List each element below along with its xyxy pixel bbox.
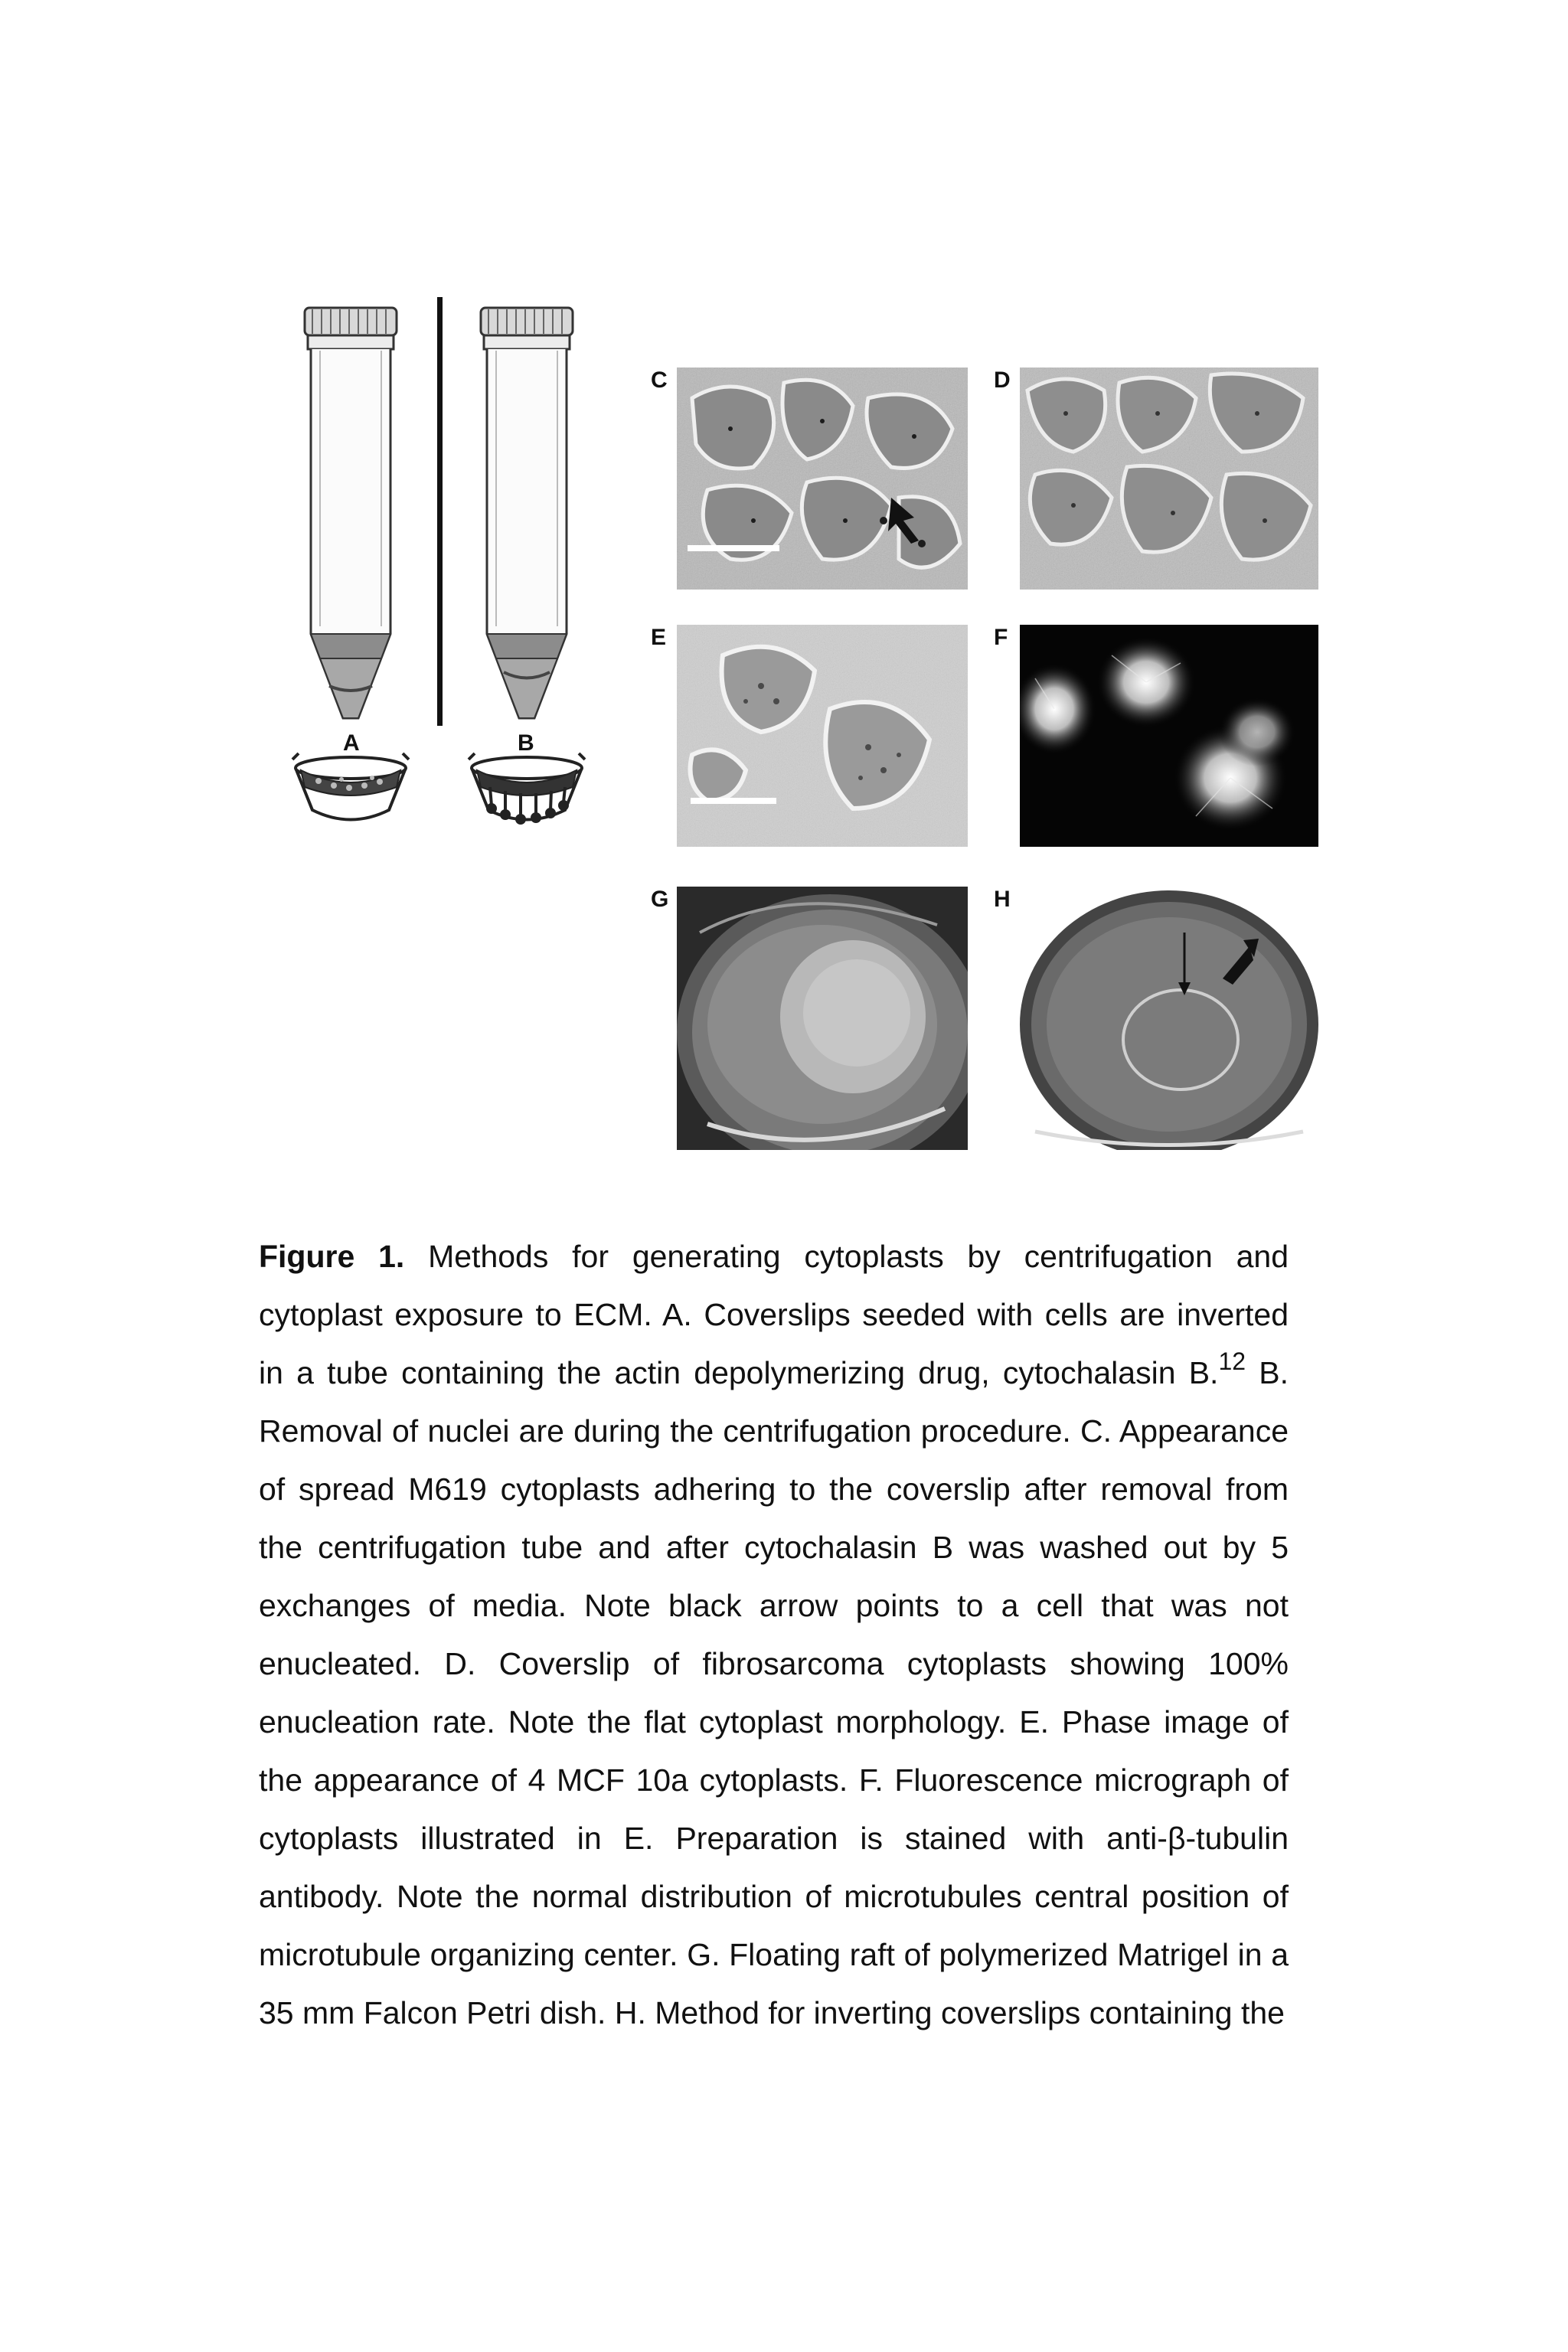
inset-b bbox=[469, 753, 585, 823]
panel-label-b: B bbox=[518, 730, 534, 756]
tube-a bbox=[305, 308, 397, 718]
inset-a bbox=[292, 753, 409, 820]
micrograph-c bbox=[677, 368, 968, 590]
figure-1 bbox=[259, 289, 1297, 1153]
panel-label-g: G bbox=[651, 887, 669, 912]
micrograph-d bbox=[1020, 368, 1318, 590]
divider-line bbox=[437, 297, 443, 726]
tube-drawing bbox=[259, 289, 619, 1153]
figure-caption bbox=[259, 1227, 1289, 2042]
centrifuge-tubes-illustration bbox=[259, 289, 619, 1153]
caption-text-1: Methods for generating cytoplasts by centrifugation and cytoplast exposure to ECM. A. Coverslips seeded with cells are inverted in a tube containing the actin depolymerizing drug, cytochalasin B. bbox=[259, 1239, 1289, 1390]
panel-label-d: D bbox=[994, 368, 1011, 393]
panel-label-e: E bbox=[651, 625, 667, 650]
panel-label-h: H bbox=[994, 887, 1011, 912]
micrograph-f bbox=[1020, 625, 1318, 847]
figure-label: Figure 1. bbox=[259, 1239, 405, 1274]
photo-h-petri-dish bbox=[1020, 887, 1318, 1150]
tube-b bbox=[481, 308, 573, 718]
citation-superscript: 12 bbox=[1218, 1348, 1246, 1375]
caption-text-2: B. Removal of nuclei are during the centrifugation procedure. C. Appearance of spread M619 cytoplasts adhering to the coverslip after removal from the centrifugation tube and after cytochalasin B was washed out by 5 exchanges of media. Note black arrow points to a cell that was not enucleated. D. Coverslip of fibrosarcoma cytoplasts showing 100% enucleation rate. Note the flat cytoplast morphology. E. Phase image of the appearance of 4 MCF 10a cytoplasts. F. Fluorescence micrograph of cytoplasts illustrated in E. Preparation is stained with anti-β-tubulin antibody. Note the normal distribution of microtubules central position of microtubule organizing center. G. Floating raft of polymerized Matrigel in a 35 mm Falcon Petri dish. H. Method for inverting coverslips containing the bbox=[259, 1355, 1289, 2030]
panel-label-a: A bbox=[343, 730, 360, 756]
photo-g-petri-dish bbox=[677, 887, 968, 1150]
panel-label-c: C bbox=[651, 368, 668, 393]
micrograph-e bbox=[677, 625, 968, 847]
panel-label-f: F bbox=[994, 625, 1008, 650]
